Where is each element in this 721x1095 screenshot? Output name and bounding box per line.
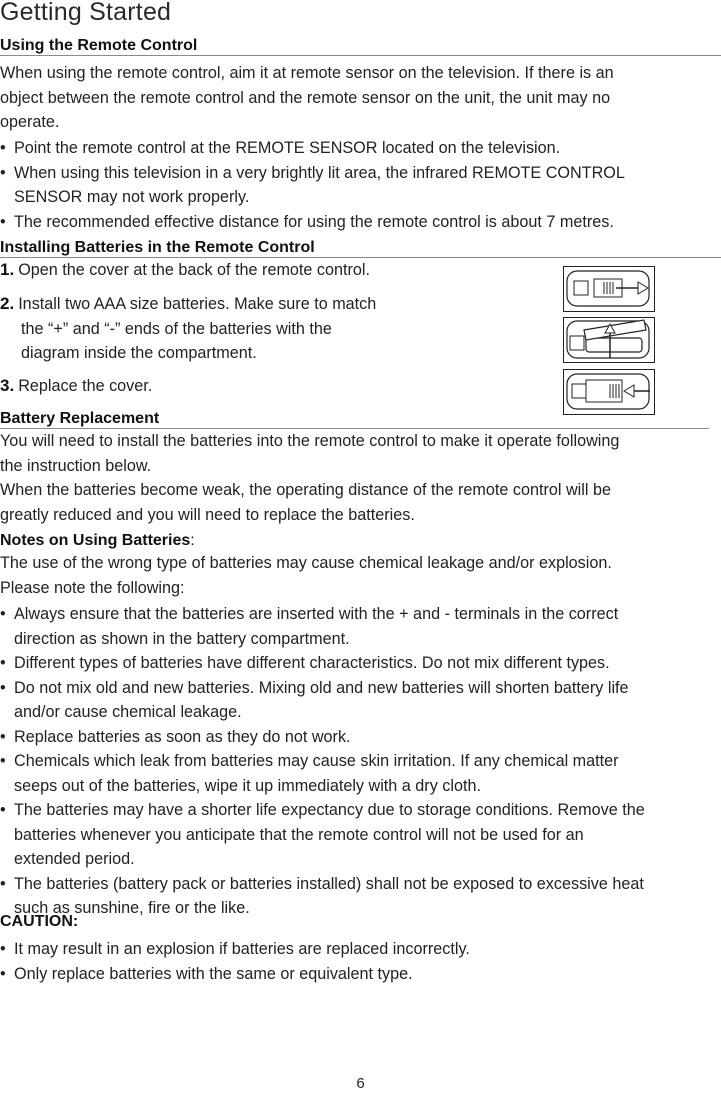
list-item: • Chemicals which leak from batteries may cause skin irritation. If any chemical matter seeps out of the batteries, wipe it up immediately with a dry cloth. [0,749,645,798]
battery-cover-close-diagram [563,369,655,415]
battery-insert-diagram [563,317,655,363]
remote-intro-line: object between the remote control and the remote sensor on the unit, the unit may no [0,88,611,107]
caution-heading: CAUTION: [0,913,79,930]
bullet-icon: • [0,752,6,770]
bullet-icon: • [0,727,6,746]
list-item: • The batteries (battery pack or batteries installed) shall not be exposed to excessive heat such as sunshine, fire or the like. [0,872,645,921]
list-item: • It may result in an explosion if batteries are replaced incorrectly. [0,937,470,962]
section-heading-replacement: Battery Replacement [0,410,709,429]
battery-cover-open-diagram [563,266,655,312]
list-item: • Different types of batteries have different characteristics. Do not mix different types. [0,651,645,676]
replacement-para-1: You will need to install the batteries into the remote control to make it operate following the instruction below. [0,432,620,475]
list-item: • Only replace batteries with the same or equivalent type. [0,962,470,987]
bullet-icon: • [0,139,6,157]
list-item: • Always ensure that the batteries are inserted with the + and - terminals in the correct direction as shown in the battery compartment. [0,602,645,651]
list-item: • Point the remote control at the REMOTE SENSOR located on the television. [0,136,625,161]
list-item: • Replace batteries as soon as they do not work. [0,725,645,750]
install-step-2: 2. Install two AAA size batteries. Make sure to match the “+” and “-” ends of the batteries with the diagram inside the compartment. [0,294,377,362]
remote-cover-open-icon [564,267,653,310]
step-number: 1. [0,260,15,279]
list-item: • When using this television in a very brightly lit area, the infrared REMOTE CONTROL SENSOR may not work properly. [0,161,625,210]
bullet-icon: • [0,654,6,672]
section-heading-install: Installing Batteries in the Remote Control [0,239,721,258]
remote-intro-line: operate. [0,113,60,131]
bullet-icon: • [0,605,6,623]
bullet-icon: • [0,874,6,893]
bullet-icon: • [0,678,6,697]
caution-bullet-list [0,937,470,986]
replacement-para-2: When the batteries become weak, the operating distance of the remote control will be greatly reduced and you will need to replace the batteries. [0,481,611,524]
notes-bullet-list [0,602,645,921]
list-item: • Do not mix old and new batteries. Mixing old and new batteries will shorten battery life and/or cause chemical leakage. [0,676,645,725]
install-step-1: 1. Open the cover at the back of the remote control. [0,260,371,279]
section-heading-remote: Using the Remote Control [0,37,721,56]
notes-intro: The use of the wrong type of batteries may cause chemical leakage and/or explosion. Please note the following: [0,554,612,597]
install-step-3: 3. Replace the cover. [0,376,153,395]
bullet-icon: • [0,212,6,231]
bullet-icon: • [0,940,6,958]
bullet-icon: • [0,163,6,182]
notes-heading: Notes on Using Batteries: [0,532,195,549]
remote-intro [0,61,710,135]
remote-intro-line: When using the remote control, aim it at remote sensor on the television. If there is an [0,64,614,82]
list-item: • The batteries may have a shorter life expectancy due to storage conditions. Remove the batteries whenever you anticipate that the remote control will not be used for an extended period. [0,798,645,872]
step-number: 3. [0,376,15,395]
list-item: • The recommended effective distance for using the remote control is about 7 metres. [0,210,625,235]
page-title: Getting Started [0,0,172,26]
remote-bullet-list [0,136,625,234]
bullet-icon: • [0,801,6,819]
bullet-icon: • [0,964,6,983]
step-number: 2. [0,294,15,313]
remote-cover-close-icon [564,370,653,413]
page-number: 6 [356,1075,365,1092]
battery-insert-icon [564,318,653,361]
